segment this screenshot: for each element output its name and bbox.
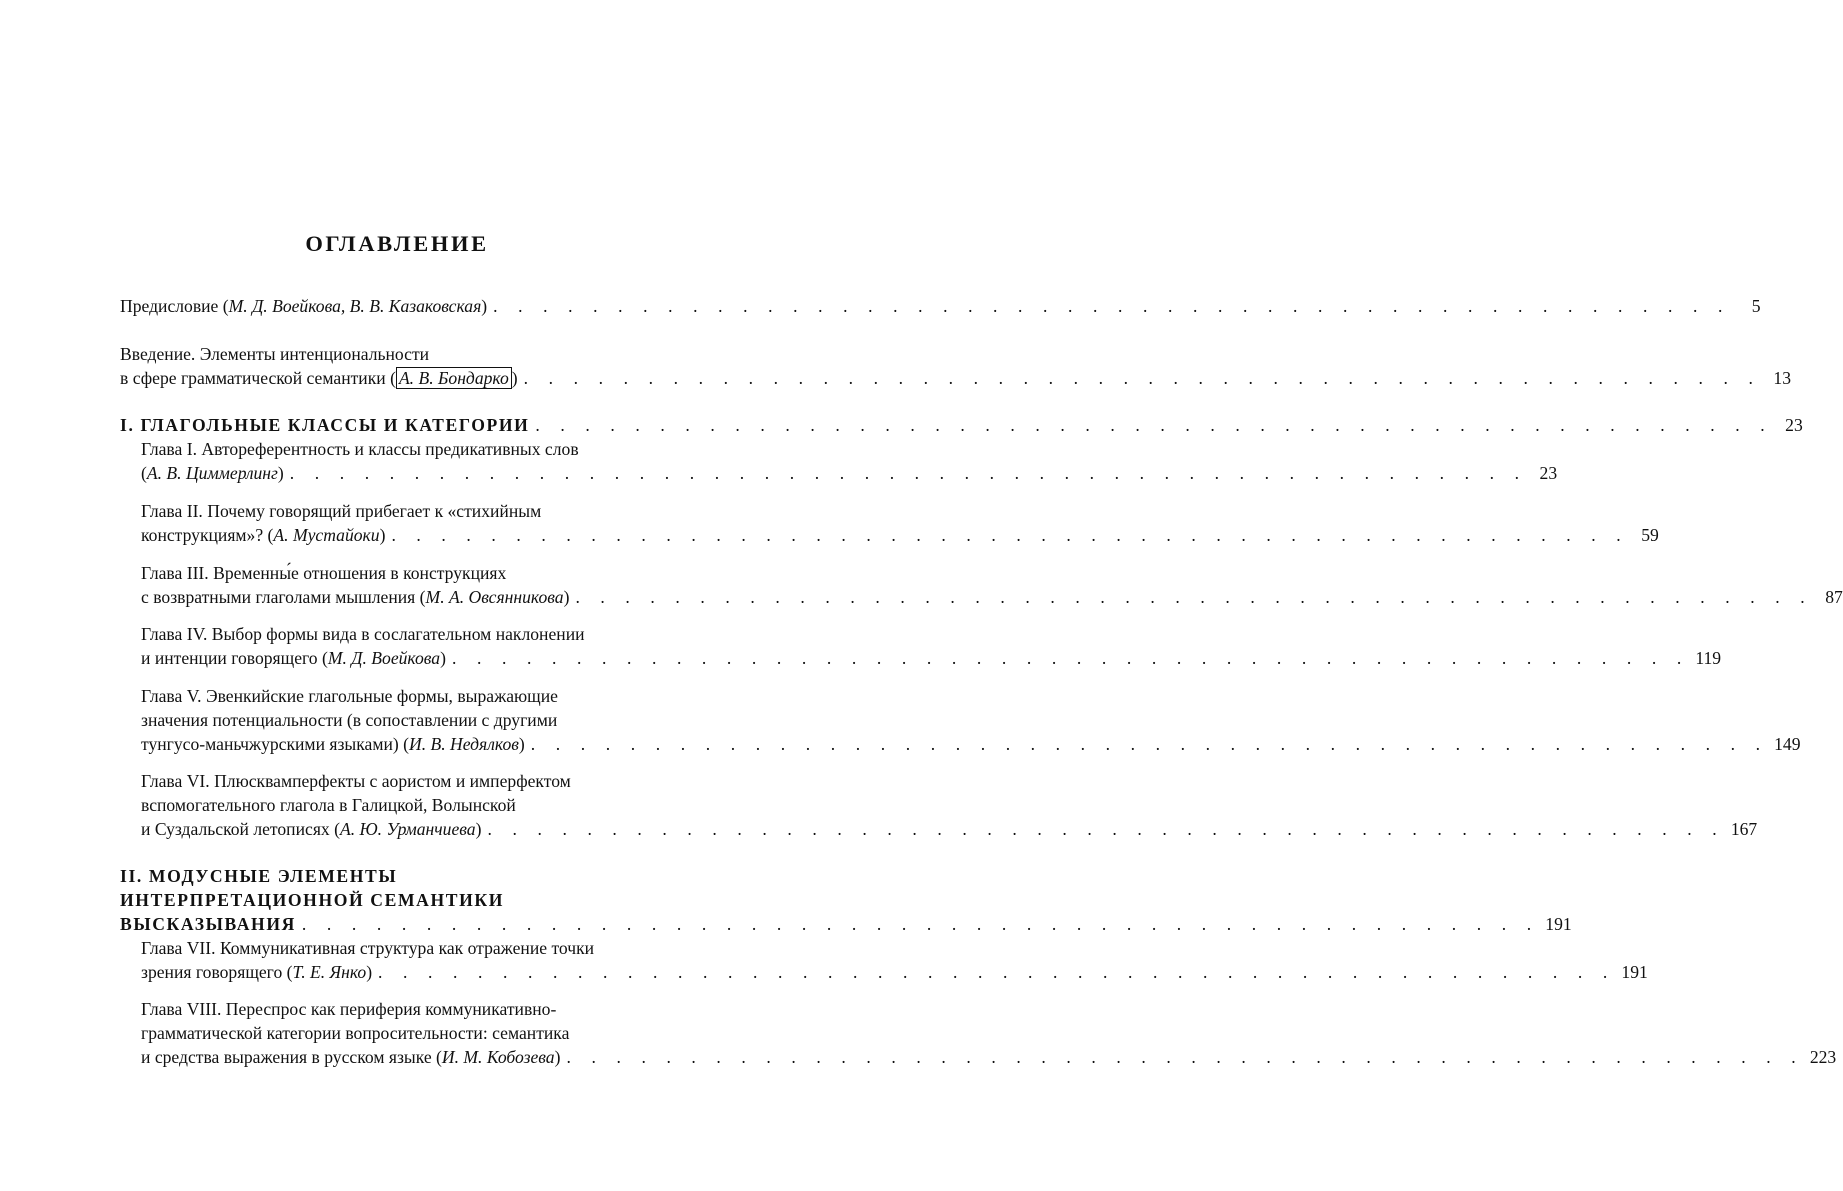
toc-chapter-8-line1[interactable]: Глава VIII. Переспрос как периферия коммуникативно- [141,999,557,1019]
dot-leader: . . . . . . . . . . . . . . . . . . . . . . . . . . . . . . . . . . . . . . . . . . . . . . . . . . [391,525,1629,545]
toc-chapter-8-line2[interactable]: грамматической категории вопросительности: семантика [141,1023,570,1043]
dot-leader: . . . . . . . . . . . . . . . . . . . . . . . . . . . . . . . . . . . . . . . . . . . . . . . . . . [451,648,1690,668]
page-number: 119 [1695,648,1722,668]
dot-leader: . . . . . . . . . . . . . . . . . . . . . . . . . . . . . . . . . . . . . . . . . . . . . . . . . . [301,914,1540,934]
toc-chapter-7[interactable]: зрения говорящего (Т. Е. Янко) . . . . . . . . . . . . . . . . . . . . . . . . . . . . . . . . . . . . . . . . . . . . . . . . . . 191 [141,962,1648,982]
page-number: 59 [1641,525,1659,545]
page-number: 149 [1774,734,1801,754]
toc-chapter-6-line2[interactable]: вспомогательного глагола в Галицкой, Волынской [141,795,516,815]
dot-leader: . . . . . . . . . . . . . . . . . . . . . . . . . . . . . . . . . . . . . . . . . . . . . . . . . . [487,819,1725,839]
toc-chapter-3[interactable]: с возвратными глаголами мышления (М. А. Овсянникова) . . . . . . . . . . . . . . . . . . . . . . . . . . . . . . . . . . . . . . . . . . . . . . . . . . 87 [141,587,1843,607]
dot-leader: . . . . . . . . . . . . . . . . . . . . . . . . . . . . . . . . . . . . . . . . . . . . . . . . . . [493,296,1731,316]
page-number: 23 [1539,463,1558,483]
dot-leader: . . . . . . . . . . . . . . . . . . . . . . . . . . . . . . . . . . . . . . . . . . . . . . . . . . [523,368,1761,388]
toc-entry-preface[interactable]: Предисловие (М. Д. Воейкова, В. В. Казаковская) . . . . . . . . . . . . . . . . . . . . . . . . . . . . . . . . . . . . . . . . . . . . . . . . . . 5 [120,296,1761,316]
entry-author: И. В. Недялков [409,734,519,754]
entry-author: И. М. Кобозева [441,1047,555,1067]
entry-author: А. В. Циммерлинг [146,463,278,483]
entry-author: А. Ю. Урманчиева [339,819,476,839]
toc-chapter-6[interactable]: и Суздальской летописях (А. Ю. Урманчиева) . . . . . . . . . . . . . . . . . . . . . . . . . . . . . . . . . . . . . . . . . . . . . . . . . . 167 [141,819,1758,839]
toc-section-part-1[interactable] [120,413,1803,437]
entry-author: М. Д. Воейкова, В. В. Казаковская [228,296,482,316]
toc-chapter-1[interactable]: (А. В. Циммерлинг) . . . . . . . . . . . . . . . . . . . . . . . . . . . . . . . . . . . . . . . . . . . . . . . . . . 23 [141,463,1558,483]
page-number: 191 [1545,914,1572,934]
entry-author: А. Мустайоки [273,525,380,545]
toc-chapter-2[interactable]: конструкциям»? (А. Мустайоки) . . . . . . . . . . . . . . . . . . . . . . . . . . . . . . . . . . . . . . . . . . . . . . . . . . 59 [141,525,1659,545]
toc-chapter-8[interactable]: и средства выражения в русском языке (И. М. Кобозева) . . . . . . . . . . . . . . . . . . . . . . . . . . . . . . . . . . . . . . . . . . . . . . . . . . 223 [141,1047,1837,1067]
toc-chapter-5-line2[interactable]: значения потенциальности (в сопоставлении с другими [141,710,558,730]
page-number: 23 [1785,415,1803,435]
dot-leader: . . . . . . . . . . . . . . . . . . . . . . . . . . . . . . . . . . . . . . . . . . . . . . . . . . [535,415,1773,435]
entry-author: М. Д. Воейкова [327,648,441,668]
page-number: 167 [1730,819,1758,839]
toc-entry-intro[interactable]: в сфере грамматической семантики ( А. В. Бондарко ) . . . . . . . . . . . . . . . . . . . . . . . . . . . . . . . . . . . . . . . . . . . . . . . . . . 13 [120,368,1791,388]
toc-chapter-5[interactable]: тунгусо-маньчжурскими языками) (И. В. Недялков) . . . . . . . . . . . . . . . . . . . . . . . . . . . . . . . . . . . . . . . . . . . . . . . . . . 149 [141,734,1801,754]
page-title: ОГЛАВЛЕНИЕ [305,231,489,256]
page-number: 223 [1809,1047,1837,1067]
toc-section-part-2[interactable] [120,912,1572,936]
toc-section-part-2-line2[interactable]: ИНТЕРПРЕТАЦИОННОЙ СЕМАНТИКИ [120,890,505,910]
framed-author: А. В. Бондарко [396,367,512,389]
toc-chapter-1-line1[interactable]: Глава I. Автореферентность и классы предикативных слов [141,439,579,459]
toc-chapter-3-line1[interactable]: Глава III. Временны́е отношения в конструкциях [141,563,507,583]
toc-chapter-6-line1[interactable]: Глава VI. Плюсквамперфекты с аористом и имперфектом [141,771,571,791]
entry-author: Т. Е. Янко [292,962,367,982]
section-title: I. ГЛАГОЛЬНЫЕ КЛАССЫ И КАТЕГОРИИ [120,415,530,435]
dot-leader: . . . . . . . . . . . . . . . . . . . . . . . . . . . . . . . . . . . . . . . . . . . . . . . . . . [530,734,1769,754]
dot-leader: . . . . . . . . . . . . . . . . . . . . . . . . . . . . . . . . . . . . . . . . . . . . . . . . . . [289,463,1528,483]
dot-leader: . . . . . . . . . . . . . . . . . . . . . . . . . . . . . . . . . . . . . . . . . . . . . . . . . . [566,1047,1804,1067]
page-number: 13 [1773,368,1791,388]
dot-leader: . . . . . . . . . . . . . . . . . . . . . . . . . . . . . . . . . . . . . . . . . . . . . . . . . . [378,962,1616,982]
toc-chapter-2-line1[interactable]: Глава II. Почему говорящий прибегает к «стихийным [141,501,542,521]
page-number: 5 [1751,296,1761,316]
toc-chapter-4[interactable]: и интенции говорящего (М. Д. Воейкова) . . . . . . . . . . . . . . . . . . . . . . . . . . . . . . . . . . . . . . . . . . . . . . . . . . 119 [141,648,1722,668]
toc-section-part-2-line1[interactable]: II. МОДУСНЫЕ ЭЛЕМЕНТЫ [120,866,398,886]
entry-author: М. А. Овсянникова [425,587,564,607]
toc-chapter-7-line1[interactable]: Глава VII. Коммуникативная структура как отражение точки [141,938,595,958]
toc-entry-intro-line1[interactable]: Введение. Элементы интенциональности [120,344,430,364]
page-number: 191 [1621,962,1648,982]
toc-chapter-5-line1[interactable]: Глава V. Эвенкийские глагольные формы, выражающие [141,686,558,706]
section-title: ВЫСКАЗЫВАНИЯ [120,914,296,934]
page-number: 87 [1825,587,1843,607]
dot-leader: . . . . . . . . . . . . . . . . . . . . . . . . . . . . . . . . . . . . . . . . . . . . . . . . . . [575,587,1813,607]
toc-chapter-4-line1[interactable]: Глава IV. Выбор формы вида в сослагательном наклонении [141,624,585,644]
